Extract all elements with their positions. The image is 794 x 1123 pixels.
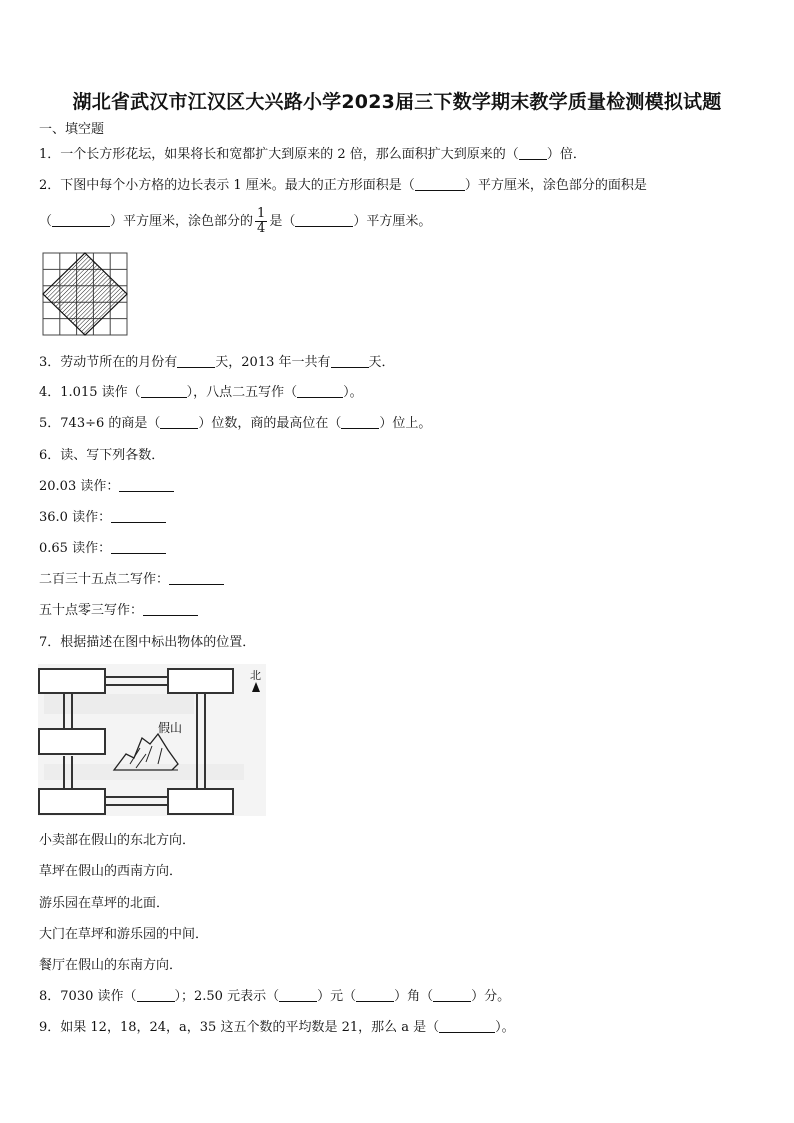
path-top: [104, 676, 170, 686]
q2-text-c: （: [39, 214, 53, 229]
path-left-upper: [63, 694, 73, 728]
q8-blank-3[interactable]: [356, 988, 394, 1002]
shaded-diamond: [43, 253, 127, 335]
grid-square-figure: [42, 252, 128, 336]
q6-item-1: [39, 478, 174, 496]
question-6: 6．读、写下列各数．: [39, 448, 165, 463]
q9-blank[interactable]: [439, 1019, 495, 1033]
q6-item-5-label: 五十点零三写作：: [39, 603, 144, 618]
q4-text-a: 4．1.015 读作（: [39, 385, 141, 400]
q6-item-5: [39, 602, 198, 620]
question-1: [39, 146, 586, 164]
fraction-numerator: 1: [257, 206, 266, 221]
question-7: 7．根据描述在图中标出物体的位置．: [39, 635, 256, 650]
question-4: [39, 384, 363, 402]
q8-text-a: 8．7030 读作（: [39, 989, 137, 1004]
q8-text-c: ）元（: [317, 989, 357, 1004]
q5-blank-1[interactable]: [160, 415, 198, 429]
map-box-bottom-right[interactable]: [167, 788, 234, 815]
north-arrow-icon: [252, 682, 260, 692]
rockery-label: 假山: [158, 721, 183, 735]
q4-text-c: ）。: [343, 385, 363, 400]
q2-blank-2[interactable]: [52, 213, 110, 227]
q2-text-b: ）平方厘米，涂色部分的面积是: [464, 178, 647, 193]
q9-text-b: ）。: [495, 1020, 515, 1035]
q1-text-b: ）倍．: [546, 147, 586, 162]
q2-text-d: ）平方厘米，涂色部分的: [110, 214, 254, 229]
question-8: [39, 988, 510, 1006]
map-box-top-right[interactable]: [167, 668, 234, 694]
q1-blank[interactable]: [519, 146, 547, 160]
q5-text-b: ）位数，商的最高位在（: [198, 416, 342, 431]
q6-item-1-label: 20.03 读作：: [39, 479, 120, 494]
q7-clue-2: 草坪在假山的西南方向．: [39, 864, 183, 879]
q2-blank-1[interactable]: [415, 177, 465, 191]
path-bottom: [104, 796, 170, 806]
q7-clue-4: 大门在草坪和游乐园的中间．: [39, 927, 209, 942]
question-5: [39, 415, 431, 433]
q3-text-a: 3．劳动节所在的月份有: [39, 355, 178, 370]
q6-item-3: [39, 540, 166, 558]
q8-text-d: ）角（: [394, 989, 434, 1004]
q6-item-5-blank[interactable]: [143, 602, 198, 616]
q4-text-b: ），八点二五写作（: [186, 385, 298, 400]
question-3: [39, 354, 395, 372]
q3-text-b: 天，2013 年一共有: [215, 355, 331, 370]
question-9: [39, 1019, 515, 1037]
question-2: [39, 177, 647, 195]
q8-text-b: ）；2.50 元表示（: [174, 989, 280, 1004]
q7-clue-5: 餐厅在假山的东南方向．: [39, 958, 183, 973]
fraction-one-quarter: [255, 207, 267, 236]
q9-text-a: 9．如果 12，18，24，a，35 这五个数的平均数是 21，那么 a 是（: [39, 1020, 440, 1035]
q6-item-2-label: 36.0 读作：: [39, 510, 112, 525]
q6-item-3-blank[interactable]: [111, 540, 166, 554]
map-box-middle-left[interactable]: [38, 728, 106, 755]
section-heading: 一、填空题: [39, 122, 105, 137]
q4-blank-2[interactable]: [297, 384, 343, 398]
q5-text-a: 5．743÷6 的商是（: [39, 416, 161, 431]
q5-text-c: ）位上。: [379, 416, 432, 431]
map-box-bottom-left[interactable]: [38, 788, 106, 815]
q7-clue-1: 小卖部在假山的东北方向．: [39, 833, 196, 848]
q6-item-1-blank[interactable]: [119, 478, 174, 492]
q6-item-2-blank[interactable]: [111, 509, 166, 523]
q3-text-c: 天．: [368, 355, 395, 370]
q2-text-f: ）平方厘米。: [353, 214, 432, 229]
q3-blank-1[interactable]: [177, 354, 215, 368]
q6-item-4: [39, 571, 224, 589]
q8-blank-1[interactable]: [137, 988, 175, 1002]
q8-blank-2[interactable]: [279, 988, 317, 1002]
fraction-denominator: 4: [257, 221, 266, 236]
q2-blank-3[interactable]: [295, 213, 353, 227]
map-box-top-left[interactable]: [38, 668, 106, 694]
q8-text-e: ）分。: [471, 989, 511, 1004]
q2-text-e: 是（: [269, 214, 296, 229]
q3-blank-2[interactable]: [331, 354, 369, 368]
question-2-cont: [39, 206, 431, 238]
q8-blank-4[interactable]: [433, 988, 471, 1002]
q4-blank-1[interactable]: [141, 384, 187, 398]
north-label: 北: [250, 669, 261, 682]
page-title: 湖北省武汉市江汉区大兴路小学2023届三下数学期末教学质量检测模拟试题: [72, 91, 722, 113]
path-right: [196, 694, 206, 790]
park-map-figure: [38, 664, 266, 816]
q6-item-4-label: 二百三十五点二写作：: [39, 572, 170, 587]
q6-item-2: [39, 509, 166, 527]
q1-text-a: 1．一个长方形花坛，如果将长和宽都扩大到原来的 2 倍，那么面积扩大到原来的（: [39, 147, 519, 162]
q5-blank-2[interactable]: [341, 415, 379, 429]
path-left-lower: [63, 756, 73, 790]
q6-item-4-blank[interactable]: [169, 571, 224, 585]
q6-item-3-label: 0.65 读作：: [39, 541, 112, 556]
q2-text-a: 2．下图中每个小方格的边长表示 1 厘米。最大的正方形面积是（: [39, 178, 415, 193]
q7-clue-3: 游乐园在草坪的北面．: [39, 896, 170, 911]
